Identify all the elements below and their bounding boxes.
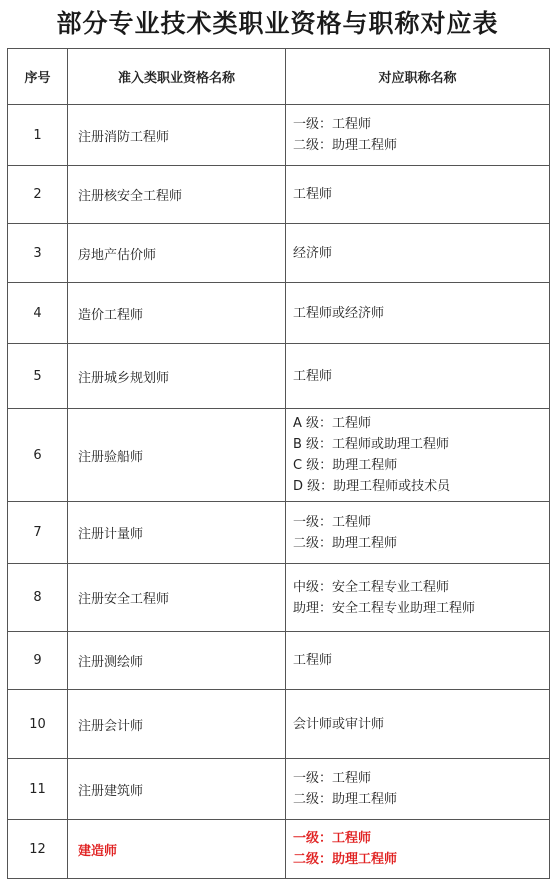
title-line: 工程师 xyxy=(293,187,333,202)
title-line: 工程师 xyxy=(293,653,333,668)
qualification-name: 造价工程师 xyxy=(68,283,286,344)
row-index: 4 xyxy=(8,283,68,344)
title-line: 助理：安全工程专业助理工程师 xyxy=(293,600,476,616)
row-index: 8 xyxy=(8,564,68,632)
title-cell xyxy=(286,283,550,344)
title-line: 一级：工程师 xyxy=(293,514,372,530)
title-line: 一级：工程师 xyxy=(293,771,372,786)
qualification-name: 注册建筑师 xyxy=(68,759,286,820)
title-line: B 级：工程师或助理工程师 xyxy=(293,437,450,452)
title-cell xyxy=(286,105,550,166)
table-row xyxy=(8,166,550,224)
qualification-name: 注册测绘师 xyxy=(68,632,286,690)
title-cell xyxy=(286,690,550,759)
qualification-name: 注册会计师 xyxy=(68,690,286,759)
title-line: 一级：工程师 xyxy=(293,831,372,846)
title-cell xyxy=(286,632,550,690)
title-line: 工程师 xyxy=(293,368,333,384)
title-cell xyxy=(286,344,550,409)
title-line: 工程师或经济师 xyxy=(293,305,385,321)
row-index: 3 xyxy=(8,224,68,283)
qualification-name: 注册安全工程师 xyxy=(68,564,286,632)
title-line: 会计师或审计师 xyxy=(293,716,385,732)
table-header-row xyxy=(8,49,550,105)
row-index: 7 xyxy=(8,502,68,564)
row-index: 10 xyxy=(8,690,68,759)
row-index: 2 xyxy=(8,166,68,224)
table-row xyxy=(8,409,550,502)
qualification-name: 注册城乡规划师 xyxy=(68,344,286,409)
title-cell xyxy=(286,166,550,224)
qualification-name: 建造师 xyxy=(68,820,286,879)
table-row xyxy=(8,632,550,690)
title-cell xyxy=(286,409,550,502)
qualification-name: 注册核安全工程师 xyxy=(68,166,286,224)
title-line: A 级：工程师 xyxy=(293,416,372,431)
title-cell xyxy=(286,759,550,820)
qualification-name: 注册计量师 xyxy=(68,502,286,564)
page-title: 部分专业技术类职业资格与职称对应表 xyxy=(56,9,499,38)
title-cell xyxy=(286,502,550,564)
table-row xyxy=(8,502,550,564)
row-index: 1 xyxy=(8,105,68,166)
table-row xyxy=(8,224,550,283)
qualification-name: 注册验船师 xyxy=(68,409,286,502)
table-row xyxy=(8,344,550,409)
row-index: 11 xyxy=(8,759,68,820)
title-line: C 级：助理工程师 xyxy=(293,458,398,473)
title-line: D 级：助理工程师或技术员 xyxy=(293,479,451,494)
table-row xyxy=(8,690,550,759)
row-index: 9 xyxy=(8,632,68,690)
qualification-name: 注册消防工程师 xyxy=(68,105,286,166)
header-index: 序号 xyxy=(8,49,68,105)
title-line: 二级：助理工程师 xyxy=(293,138,398,153)
table-row xyxy=(8,564,550,632)
title-cell xyxy=(286,224,550,283)
title-line: 一级：工程师 xyxy=(293,117,372,132)
title-cell xyxy=(286,564,550,632)
row-index: 12 xyxy=(8,820,68,879)
table-row xyxy=(8,105,550,166)
title-line: 中级：安全工程专业工程师 xyxy=(293,579,450,595)
header-title: 对应职称名称 xyxy=(286,49,550,105)
table-row xyxy=(8,283,550,344)
header-qualification: 准入类职业资格名称 xyxy=(68,49,286,105)
qualification-table xyxy=(7,48,550,879)
title-cell xyxy=(286,820,550,879)
title-line: 经济师 xyxy=(293,245,333,261)
qualification-name: 房地产估价师 xyxy=(68,224,286,283)
row-index: 5 xyxy=(8,344,68,409)
title-line: 二级：助理工程师 xyxy=(293,535,398,551)
title-line: 二级：助理工程师 xyxy=(293,852,398,867)
table-row xyxy=(8,759,550,820)
title-line: 二级：助理工程师 xyxy=(293,792,398,807)
table-row xyxy=(8,820,550,879)
row-index: 6 xyxy=(8,409,68,502)
